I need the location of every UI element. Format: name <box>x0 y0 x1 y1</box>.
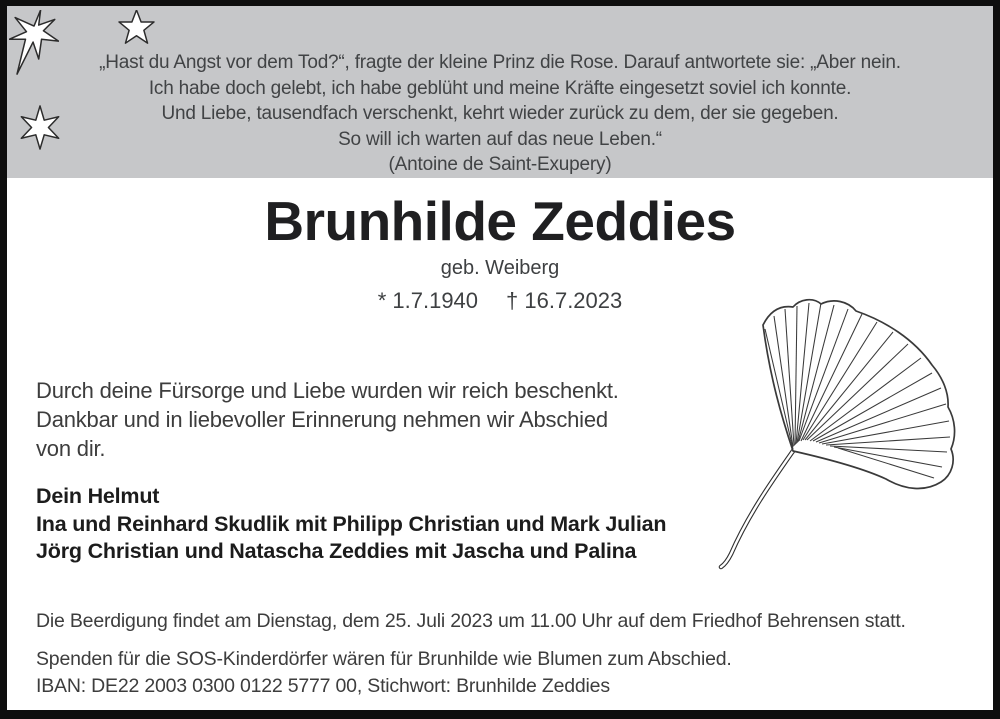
quote-line: So will ich warten auf das neue Leben.“ <box>338 128 662 150</box>
iban-line: IBAN: DE22 2003 0300 0122 5777 00, Stichwort: Brunhilde Zeddies <box>36 675 610 697</box>
five-point-star-icon <box>118 10 155 45</box>
mourners-list <box>36 483 666 566</box>
donation-info <box>36 646 732 700</box>
maiden-name: geb. Weiberg <box>440 257 560 279</box>
quote-line: Und Liebe, tausendfach verschenkt, kehrt wieder zurück zu dem, der sie gegeben. <box>161 103 839 124</box>
tribute-line: von dir. <box>36 436 106 461</box>
birth-date: * 1.7.1940 <box>377 288 479 313</box>
quote-line: „Hast du Angst vor dem Tod?“, fragte der kleine Prinz die Rose. Darauf antwortete sie: „Aber nein. <box>99 52 901 73</box>
obituary-sheet <box>7 6 993 710</box>
tribute-text <box>36 376 619 463</box>
tribute-line: Durch deine Fürsorge und Liebe wurden wir reich beschenkt. <box>36 378 619 403</box>
quote-section <box>7 6 993 178</box>
mourner-line: Dein Helmut <box>36 484 160 508</box>
death-date: † 16.7.2023 <box>506 288 623 313</box>
quote-line: Ich habe doch gelebt, ich habe geblüht und meine Kräfte eingesetzt soviel ich konnte. <box>148 77 852 99</box>
donation-line: Spenden für die SOS-Kinderdörfer wären für Brunhilde wie Blumen zum Abschied. <box>36 648 732 670</box>
ginkgo-leaf-icon <box>700 283 993 573</box>
sparkle-star-icon <box>9 10 59 76</box>
quote-attribution: (Antoine de Saint-Exupery) <box>388 154 612 175</box>
mourner-line: Ina und Reinhard Skudlik mit Philipp Christian und Mark Julian <box>36 511 667 536</box>
tribute-line: Dankbar und in liebevoller Erinnerung nehmen wir Abschied <box>36 407 608 432</box>
funeral-info: Die Beerdigung findet am Dienstag, dem 25. Juli 2023 um 11.00 Uhr auf dem Friedhof Behrensen statt. <box>36 610 906 632</box>
mourner-line: Jörg Christian und Natascha Zeddies mit Jascha und Palina <box>36 539 637 563</box>
deceased-name: Brunhilde Zeddies <box>264 190 736 252</box>
six-point-star-icon <box>19 105 61 150</box>
